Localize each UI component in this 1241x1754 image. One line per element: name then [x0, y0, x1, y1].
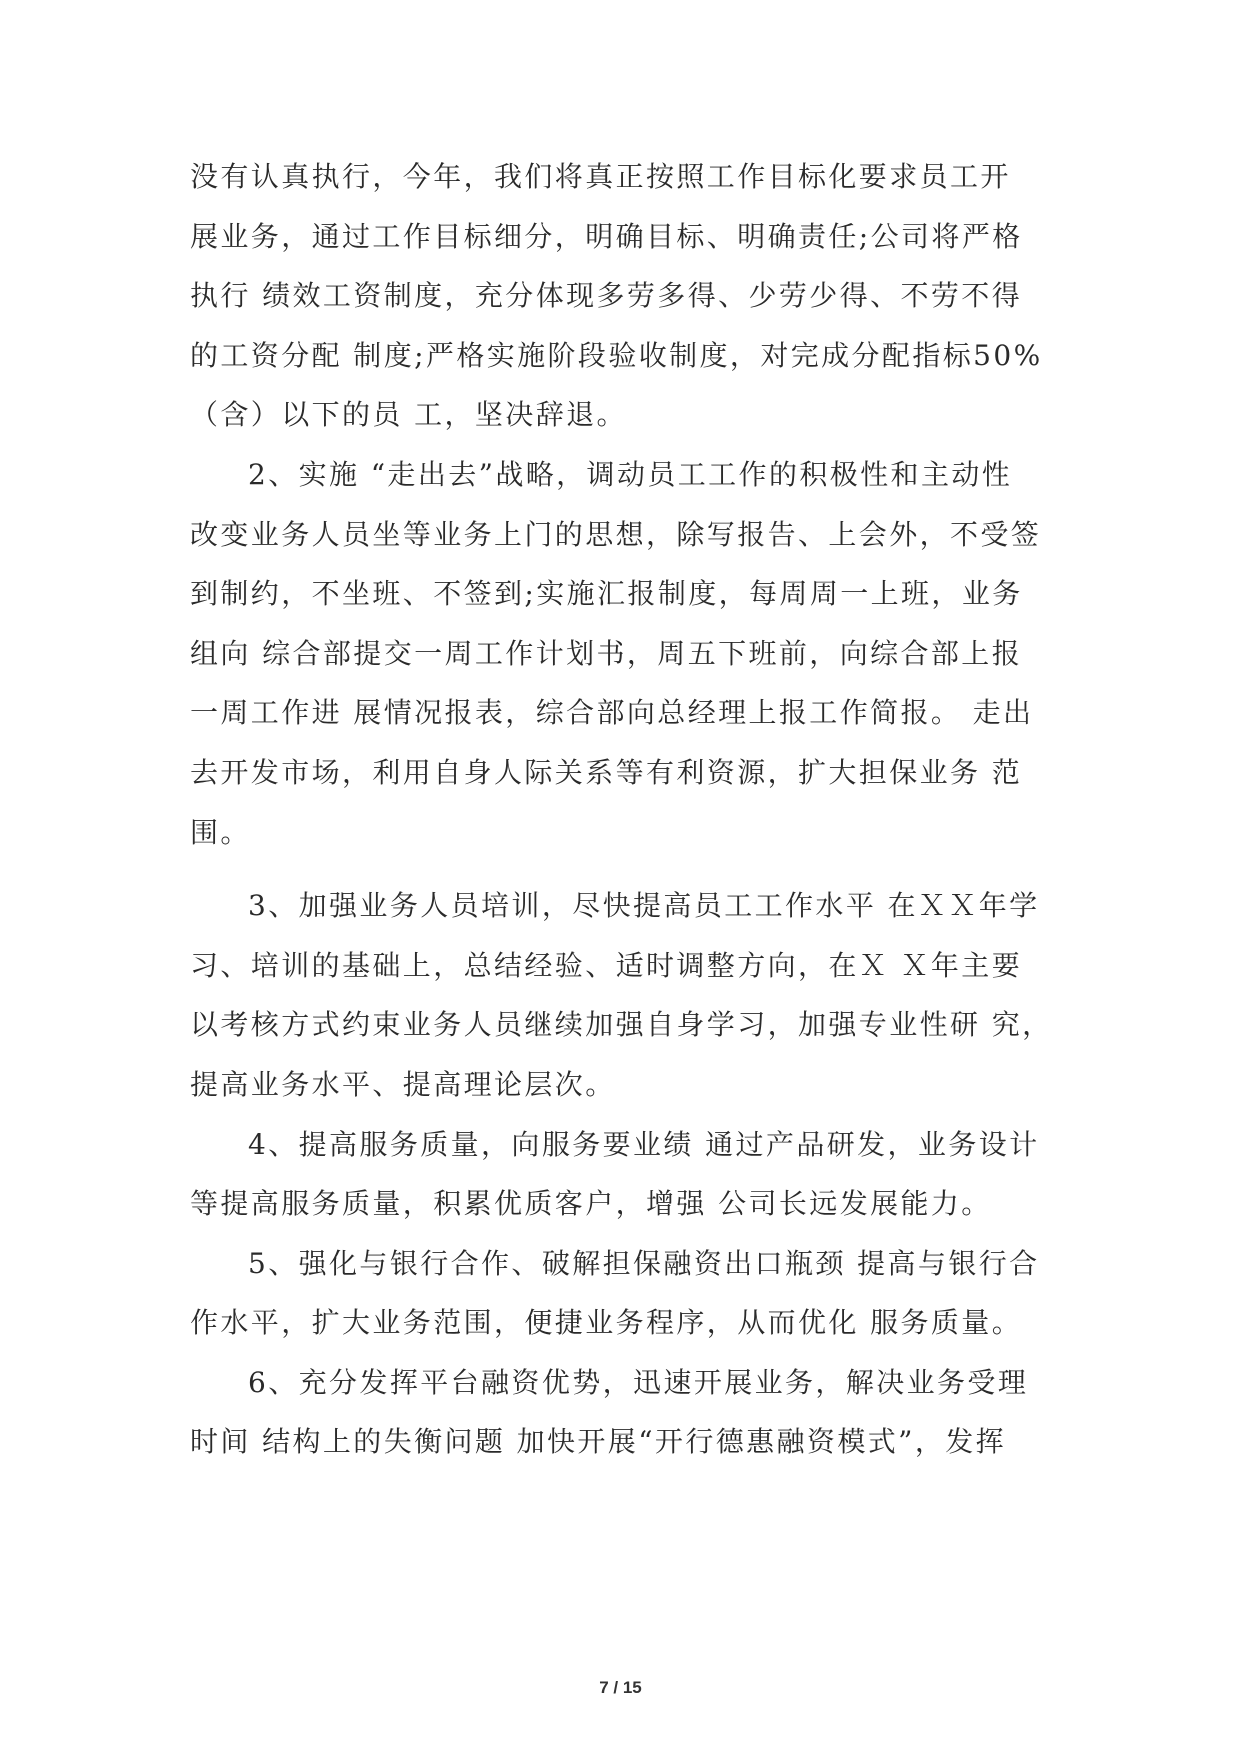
text-line: 没有认真执行，今年，我们将真正按照工作目标化要求员工开 — [190, 160, 1011, 193]
text-line: （含）以下的员 工，坚决辞退。 — [190, 398, 627, 432]
page-number: 7 / 15 — [599, 1678, 642, 1697]
text-line: 的工资分配 制度;严格实施阶段验收制度，对完成分配指标50% — [190, 338, 1043, 372]
text-line: 执行 绩效工资制度，充分体现多劳多得、少劳少得、不劳不得 — [190, 279, 1023, 313]
paragraph-3-heading-line: 3、加强业务人员培训，尽快提高员工工作水平 在ＸＸ年学 — [248, 889, 1040, 923]
paragraph-5-heading-line: 5、强化与银行合作、破解担保融资出口瓶颈 提高与银行合 — [248, 1246, 1040, 1280]
paragraph-2-heading-line: 2、实施 “走出去”战略，调动员工工作的积极性和主动性 — [248, 457, 1013, 491]
text-line: 组向 综合部提交一周工作计划书，周五下班前，向综合部上报 — [190, 636, 1023, 670]
text-line: 时间 结构上的失衡问题 加快开展“开行德惠融资模式”，发挥 — [190, 1425, 1007, 1459]
text-line: 习、培训的基础上，总结经验、适时调整方向，在Ｘ Ｘ年主要 — [190, 948, 1023, 982]
text-line: 等提高服务质量，积累优质客户，增强 公司长远发展能力。 — [190, 1187, 992, 1221]
text-line: 以考核方式约束业务人员继续加强自身学习，加强专业性研 究， — [190, 1008, 1053, 1042]
text-line: 作水平，扩大业务范围，便捷业务程序，从而优化 服务质量。 — [190, 1306, 1023, 1340]
text-line: 展业务，通过工作目标细分，明确目标、明确责任;公司将严格 — [190, 219, 1023, 253]
document-body — [190, 157, 1070, 1482]
text-line: 一周工作进 展情况报表，综合部向总经理上报工作简报。 走出 — [190, 696, 1034, 730]
text-line: 改变业务人员坐等业务上门的思想，除写报告、上会外，不受签 — [190, 517, 1042, 551]
paragraph-4-heading-line: 4、提高服务质量，向服务要业绩 通过产品研发，业务设计 — [248, 1127, 1040, 1161]
text-line: 到制约，不坐班、不签到;实施汇报制度，每周周一上班，业务 — [190, 577, 1023, 611]
text-line: 去开发市场，利用自身人际关系等有利资源，扩大担保业务 范 — [190, 755, 1023, 789]
text-line: 提高业务水平、提高理论层次。 — [190, 1067, 616, 1101]
paragraph-6-heading-line: 6、充分发挥平台融资优势，迅速开展业务，解决业务受理 — [248, 1365, 1029, 1399]
text-line: 围。 — [190, 815, 251, 849]
